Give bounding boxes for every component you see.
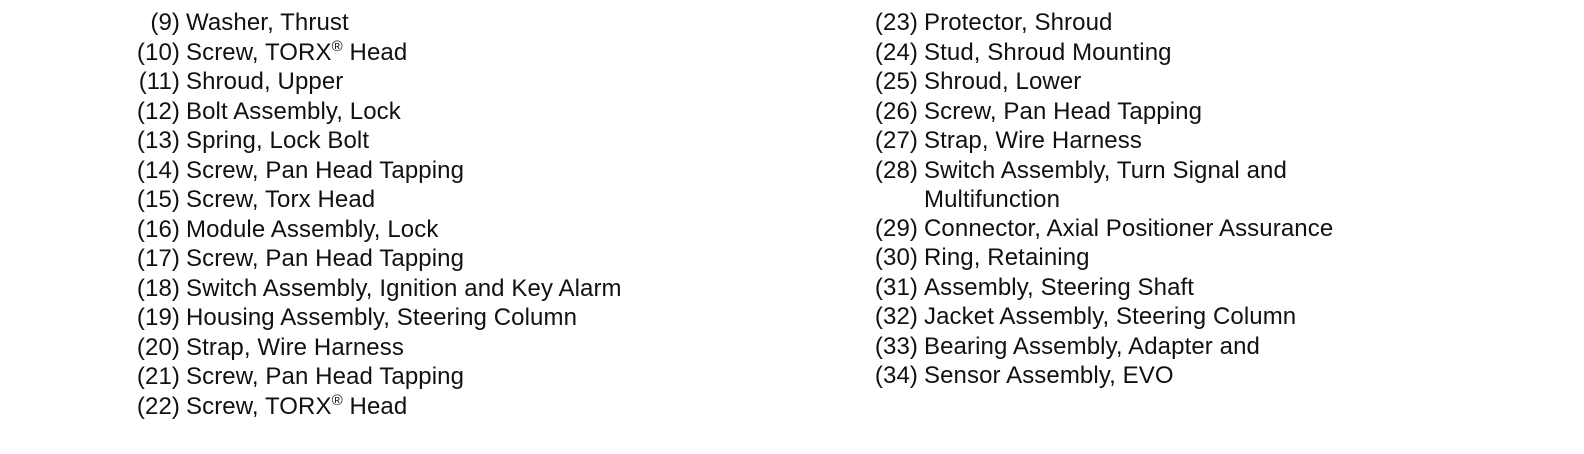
legend-item-25: [852, 67, 1492, 97]
legend-item-number: (16): [136, 215, 180, 243]
legend-item-number: (31): [874, 273, 918, 301]
legend-item-number: (10): [136, 38, 180, 66]
legend-item-33: [852, 332, 1492, 362]
legend-item-number: (17): [136, 245, 180, 272]
legend-item-12: [112, 97, 752, 127]
legend-item-26: [852, 97, 1492, 127]
legend-item-21: [112, 362, 752, 392]
legend-item-text-group: [186, 392, 706, 422]
parts-legend: [0, 8, 1584, 448]
legend-item-number: (33): [874, 332, 918, 360]
legend-item-text-group: [186, 38, 706, 68]
legend-item-22: [112, 392, 752, 422]
legend-item-number: (11): [138, 68, 180, 95]
legend-item-34: [852, 361, 1492, 391]
legend-item-text: Shroud, Lower: [924, 68, 1082, 95]
legend-item-number: (34): [874, 362, 918, 389]
legend-item-number: (25): [874, 68, 918, 95]
legend-item-text: Stud, Shroud Mounting: [924, 38, 1172, 66]
legend-item-text: Shroud, Upper: [186, 68, 344, 95]
legend-item-13: [112, 126, 752, 156]
legend-item-text: Screw, Pan Head Tapping: [924, 97, 1203, 125]
legend-item-11: [112, 67, 752, 97]
legend-item-19: [112, 303, 752, 333]
legend-item-number: (19): [136, 304, 180, 331]
legend-item-number: (20): [136, 333, 180, 361]
legend-item-16: [112, 215, 752, 245]
legend-item-18: [112, 274, 752, 304]
legend-item-text: Spring, Lock Bolt: [186, 127, 370, 154]
legend-item-number: (15): [136, 186, 180, 213]
legend-item-text: Screw, Pan Head Tapping: [186, 156, 465, 184]
legend-item-text: Module Assembly, Lock: [186, 215, 439, 243]
legend-item-20: [112, 333, 752, 363]
legend-item-number: (13): [136, 127, 180, 154]
legend-item-text: Screw, Pan Head Tapping: [186, 363, 465, 390]
legend-item-text: Assembly, Steering Shaft: [924, 273, 1195, 301]
legend-item-9: [112, 8, 752, 38]
legend-item-number: (32): [874, 303, 918, 330]
legend-item-text: Bolt Assembly, Lock: [186, 97, 401, 125]
legend-item-text: Connector, Axial Positioner Assurance: [924, 214, 1334, 242]
legend-item-number: (9): [150, 9, 180, 36]
legend-item-23: [852, 8, 1492, 38]
registered-mark: ®: [331, 37, 343, 55]
legend-item-number: (18): [136, 274, 180, 302]
legend-item-text: Ring, Retaining: [924, 244, 1090, 271]
legend-item-14: [112, 156, 752, 186]
legend-item-text-suffix: Head: [342, 392, 408, 420]
legend-item-text-suffix: Head: [342, 38, 408, 66]
legend-item-15: [112, 185, 752, 215]
legend-item-text: Screw, Pan Head Tapping: [186, 245, 465, 272]
legend-item-number: (26): [874, 97, 918, 125]
legend-item-10: [112, 38, 752, 68]
legend-item-17: [112, 244, 752, 274]
legend-item-text: Screw, TORX: [186, 392, 332, 420]
legend-item-number: (30): [874, 244, 918, 271]
legend-item-number: (21): [136, 363, 180, 390]
legend-item-24: [852, 38, 1492, 68]
legend-item-number: (23): [874, 9, 918, 36]
legend-item-text: Protector, Shroud: [924, 9, 1113, 36]
legend-item-text: Switch Assembly, Turn Signal and Multifunction: [924, 156, 1287, 213]
legend-item-32: [852, 302, 1492, 332]
registered-mark: ®: [331, 391, 343, 409]
legend-item-number: (14): [136, 156, 180, 184]
legend-item-text: Strap, Wire Harness: [186, 333, 404, 361]
legend-item-28: [852, 156, 1492, 214]
legend-item-number: (27): [874, 127, 918, 154]
legend-item-number: (12): [136, 97, 180, 125]
legend-item-text: Sensor Assembly, EVO: [924, 362, 1174, 389]
legend-item-number: (24): [874, 38, 918, 66]
legend-item-29: [852, 214, 1492, 244]
legend-item-number: (22): [136, 392, 180, 420]
legend-item-number: (28): [874, 156, 918, 184]
parts-legend-right-column: [852, 8, 1492, 391]
legend-item-text: Bearing Assembly, Adapter and: [924, 332, 1260, 360]
legend-item-text: Housing Assembly, Steering Column: [186, 304, 578, 331]
legend-item-30: [852, 243, 1492, 273]
legend-item-text: Screw, TORX: [186, 38, 332, 66]
legend-item-text: Washer, Thrust: [186, 9, 349, 36]
legend-item-text: Switch Assembly, Ignition and Key Alarm: [186, 274, 622, 302]
legend-item-number: (29): [874, 214, 918, 242]
parts-legend-left-column: [112, 8, 752, 421]
legend-item-text: Screw, Torx Head: [186, 186, 376, 213]
legend-item-text: Jacket Assembly, Steering Column: [924, 303, 1297, 330]
legend-item-27: [852, 126, 1492, 156]
legend-item-text: Strap, Wire Harness: [924, 127, 1142, 154]
legend-item-31: [852, 273, 1492, 303]
